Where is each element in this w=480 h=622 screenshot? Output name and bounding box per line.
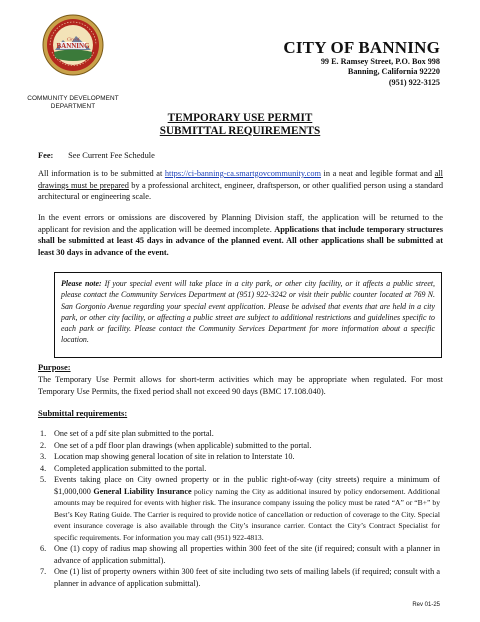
intro-text-3: by a professional architect, engineer, draftsperson, or other qualified person using a standard architectural or engineering scale.	[38, 180, 443, 202]
list-item	[38, 543, 440, 566]
item-number: 4.	[40, 463, 47, 473]
note-box	[54, 272, 442, 358]
city-seal-logo	[42, 14, 104, 76]
submittal-heading: Submittal requirements:	[38, 408, 128, 418]
omissions-deadline: Applications that include temporary structures shall be submitted at least 45 days in advance of the planned event. All other applications shall be submitted at least 30 days in advance of the event.	[38, 224, 443, 257]
item-text-2: policy naming the City as additional insured by policy endorsement. Additional amounts may be required for events with higher risk. The insurance company issuing the policy must be rated “A” or “B+” by Best’s Key Rating Guide. The Carrier is required to provide notice of cancellation or reduction of coverage to the City. Special event insurance coverage is also available through the City’s insurance carrier. Contact the City’s Contract Specialist for specific requirements. For information you may call (951) 922-4813.	[54, 486, 441, 542]
address-line-2: Banning, California 92220	[347, 67, 440, 77]
item-number: 5.	[40, 475, 47, 484]
insurance-emphasis: General Liability Insurance	[93, 486, 192, 496]
list-item	[38, 428, 440, 440]
note-label: Please note:	[61, 279, 102, 288]
intro-underlined: all drawings must be prepared	[38, 169, 443, 190]
fee-line	[38, 151, 155, 160]
item-text: Events taking place on City owned property or in the public right-of-way (city streets) require a minimum of $1,000,000	[54, 475, 440, 496]
purpose-text: The Temporary Use Permit allows for short-term activities which may be appropriate when regulated. For most Temporary Use Permits, the fixed period shall not exceed 90 days (BMC 17.108.040).	[38, 375, 443, 396]
document-title-line-2: SUBMITTAL REQUIREMENTS	[159, 125, 321, 137]
omissions-text: In the event errors or omissions are discovered by Planning Division staff, the application will be returned to the applicant for revision and the application will be deemed incomplete.	[38, 213, 443, 234]
revision-label: Rev 01-25	[412, 602, 440, 608]
item-text: One (1) list of property owners within 300 feet of site including two sets of mailing labels (if required; consult with a planner in advance of application submittal).	[54, 567, 440, 588]
requirements-list	[38, 428, 440, 589]
document-title-line-1: TEMPORARY USE PERMIT	[167, 112, 313, 124]
purpose-heading: Purpose:	[38, 362, 71, 372]
item-text: Completed application submitted to the portal.	[54, 463, 207, 473]
item-text: One (1) copy of radius map showing all properties within 300 feet of the site (if required; consult with a planner in advance of application submittal).	[54, 544, 440, 565]
item-number: 6.	[40, 544, 47, 553]
list-item	[38, 474, 440, 543]
document-title	[0, 112, 480, 138]
item-number: 1.	[40, 429, 47, 438]
note-text: If your special event will take place in a city park, or other city facility, or it affects a public street, please contact the Community Services Department at (951) 922-3242 or visit their public counter located at 769 N. San Gorgonio Avenue regarding your special event application. Please be advised that events that are held in a city park, or other city facility, or affecting a public street are subject to additional restrictions and guidelines specific to each park or facility. Please contact the Community Services Department for more information about a specific location.	[61, 279, 435, 345]
city-title: CITY OF BANNING	[283, 38, 440, 57]
list-item	[38, 566, 440, 589]
list-item	[38, 463, 440, 475]
intro-text: All information is to be submitted at	[38, 169, 165, 178]
department-label: COMMUNITY DEVELOPMENT DEPARTMENT	[27, 95, 119, 110]
item-number: 7.	[40, 567, 47, 576]
list-item	[38, 451, 440, 463]
intro-paragraph	[38, 168, 443, 203]
svg-text:BANNING: BANNING	[56, 42, 90, 50]
list-item	[38, 440, 440, 452]
address-line-1: 99 E. Ramsey Street, P.O. Box 998	[320, 57, 440, 66]
item-text: Location map showing general location of site in relation to Interstate 10.	[54, 452, 295, 461]
omissions-paragraph	[38, 212, 443, 258]
portal-link[interactable]: https://ci-banning-ca.smartgovcommunity.com	[164, 169, 321, 178]
item-number: 3.	[40, 452, 47, 461]
intro-text-2: in a neat and legible format and	[320, 169, 435, 178]
svg-text:City of: City of	[66, 36, 80, 42]
phone-number: (951) 922-3125	[388, 77, 440, 87]
item-text: One set of a pdf site plan submitted to the portal.	[54, 429, 214, 438]
city-address	[321, 57, 440, 88]
fee-value: See Current Fee Schedule	[68, 151, 155, 160]
item-text: One set of a pdf floor plan drawings (when applicable) submitted to the portal.	[54, 440, 312, 450]
fee-label: Fee:	[38, 151, 54, 160]
item-number: 2.	[40, 440, 47, 450]
